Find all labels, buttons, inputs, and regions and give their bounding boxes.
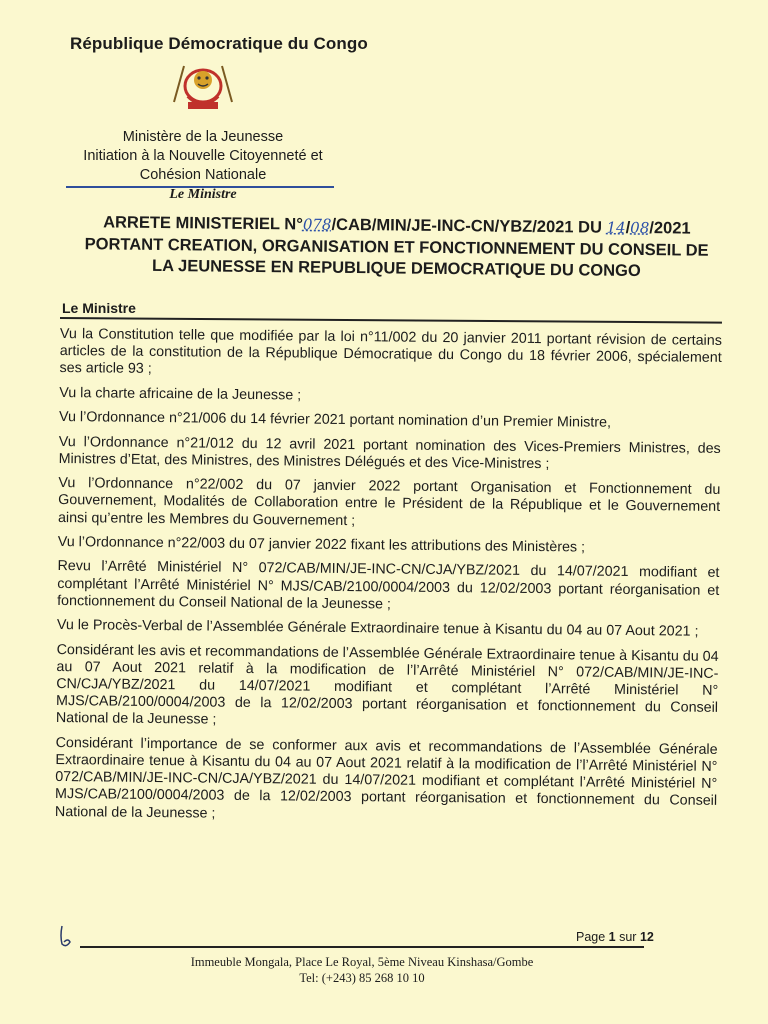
country-name: République Démocratique du Congo xyxy=(70,34,368,53)
decree-title-line: LA JEUNESSE EN REPUBLIQUE DEMOCRATIQUE DU CONGO xyxy=(152,256,641,281)
handwritten-number: 078 xyxy=(302,215,332,234)
ministry-line: Ministère de la Jeunesse xyxy=(122,129,284,145)
decree-title xyxy=(65,212,728,283)
heading-divider xyxy=(60,317,722,324)
ministry-line: Initiation à la Nouvelle Citoyenneté et xyxy=(83,148,323,164)
paragraph: Vu l’Ordonnance n°22/002 du 07 janvier 2022 portant Organisation et Fonctionnement du Gouvernement, Modalités de Collaboration entre le Président de la République et le Gouvernement ainsi qu’entre les Membres du Gouvernement ; xyxy=(57,475,721,529)
decree-reference-line: ARRETE MINISTERIEL N°078/CAB/MIN/JE-INC-CN/YBZ/2021 DU 14/08/2021 xyxy=(103,213,691,238)
paragraph: Vu la charte africaine de la Jeunesse ; xyxy=(59,384,302,404)
body-heading: Le Ministre xyxy=(62,300,136,316)
initials-signature-icon xyxy=(56,924,76,950)
paragraph: Vu l’Ordonnance n°22/003 du 07 janvier 2022 fixant les attributions des Ministères ; xyxy=(57,533,586,556)
coat-of-arms-emblem xyxy=(166,56,240,116)
minister-title: Le Ministre xyxy=(169,187,237,202)
paragraph: Considérant les avis et recommandations de l’Assemblée Générale Extraordinaire tenue à Kisantu du 04 au 07 Aout 2021 relatif à la modification de l’l’Arrêté Ministériel N° 072/CAB/MIN/JE-INC-CN/CJA/YBZ/2021 du 14/07/2021 modifiant et complétant l’Arrêté Ministériel N° MJS/CAB/2100/0004/2003 de la 12/02/2003 portant réorganisation et fonctionnement du Conseil National de la Jeunesse ; xyxy=(55,641,719,729)
footer-divider xyxy=(80,946,644,948)
handwritten-month: 08 xyxy=(630,218,650,238)
footer xyxy=(80,954,644,986)
paragraph: Revu l’Arrêté Ministériel N° 072/CAB/MIN/JE-INC-CN/CJA/YBZ/2021 du 14/07/2021 modifiant et complétant l’Arrêté Ministériel N° MJS/CAB/2100/0004/2003 du 12/02/2003 portant réorganisation et fonctionnement du Conseil National de la Jeunesse ; xyxy=(57,558,720,613)
document-body xyxy=(55,326,722,835)
ministry-line: Cohésion Nationale xyxy=(139,167,267,183)
footer-phone: Tel: (+243) 85 268 10 10 xyxy=(299,971,425,985)
handwritten-day: 14 xyxy=(606,218,626,237)
paragraph: Considérant l’importance de se conformer aux avis et recommandations de l’Assemblée Générale Extraordinaire tenue à Kisantu du 04 au 07 Aout 2021 relatif à la modification de l’l’Arrêté Ministériel N° 072/CAB/MIN/JE-INC-CN/CJA/YBZ/2021 du 14/07/2021 modifiant et complétant l’Arrêté Ministériel N° MJS/CAB/2100/0004/2003 de la 12/02/2003 portant réorganisation et fonctionnement du Conseil National de la Jeunesse ; xyxy=(54,734,718,822)
footer-address: Immeuble Mongala, Place Le Royal, 5ème Niveau Kinshasa/Gombe xyxy=(190,955,534,969)
ministry-block xyxy=(60,128,346,185)
paragraph: Vu la Constitution telle que modifiée par la loi n°11/002 du 20 janvier 2011 portant révision de certains articles de la constitution de la République Démocratique du Congo du 18 février 2006, spécialement ses article 93 ; xyxy=(59,326,722,378)
paragraph: Vu l’Ordonnance n°21/012 du 12 avril 2021 portant nomination des Vices-Premiers Ministres, des Ministres d’Etat, des Ministres, des Ministres Délégués et des Vice-Ministres ; xyxy=(58,433,721,472)
paragraph: Vu l’Ordonnance n°21/006 du 14 février 2021 portant nomination d’un Premier Ministre, xyxy=(58,409,612,431)
decree-title-line: PORTANT CREATION, ORGANISATION ET FONCTIONNEMENT DU CONSEIL DE xyxy=(84,234,709,260)
paragraph: Vu le Procès-Verbal de l’Assemblée Générale Extraordinaire tenue à Kisantu du 04 au 07 Aout 2021 ; xyxy=(56,617,699,640)
page-number: Page 1 sur 12 xyxy=(576,930,654,944)
